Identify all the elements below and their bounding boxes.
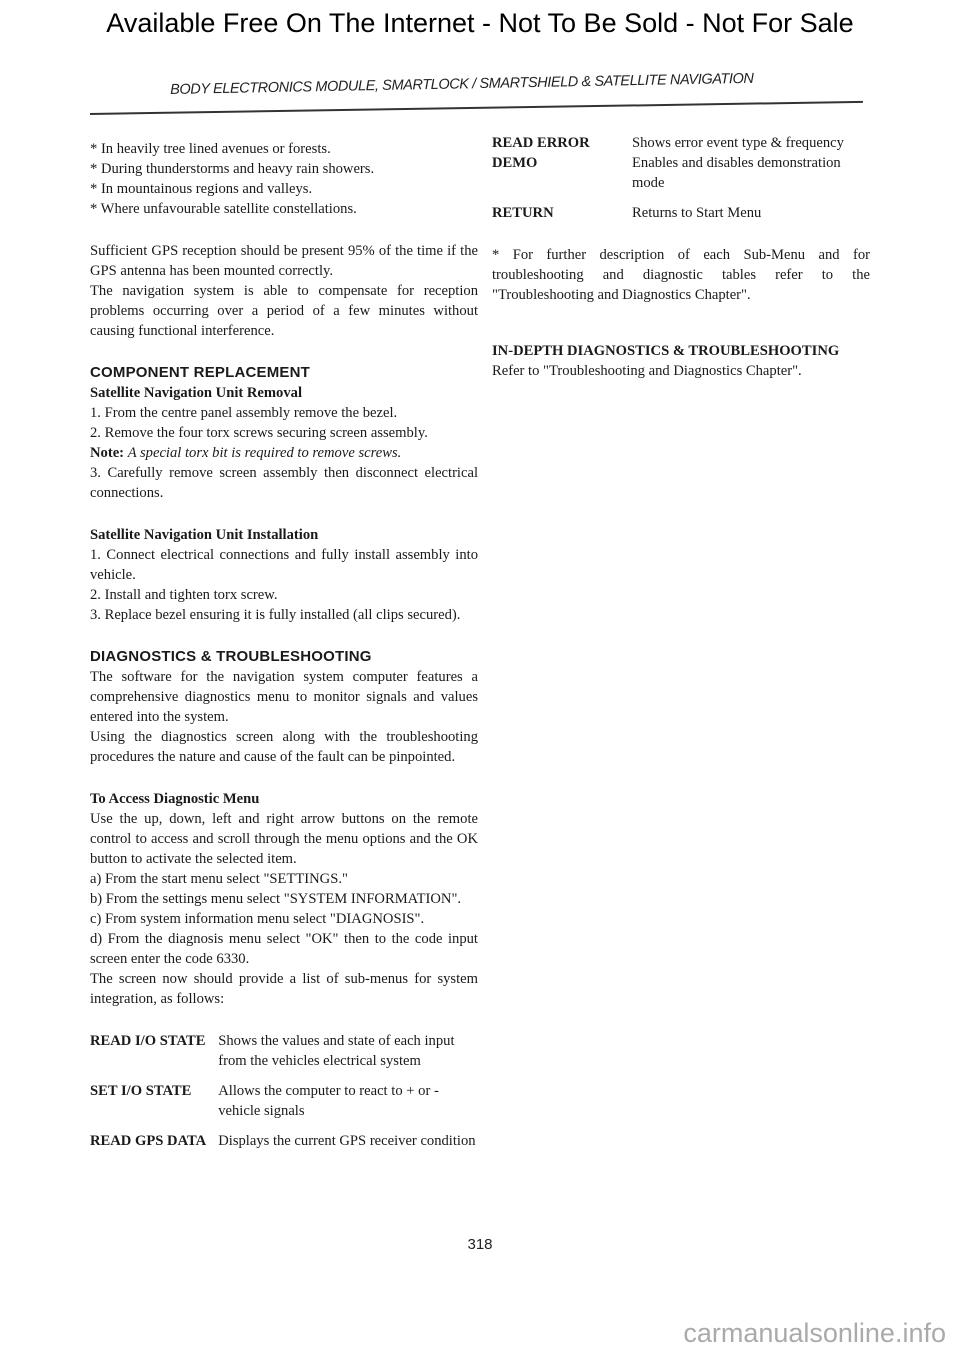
submenu-term: READ I/O STATE (90, 1033, 206, 1049)
submenu-description: Shows the values and state of each input from the vehicles electrical system (218, 1033, 455, 1069)
navigation-compensation-paragraph: The navigation system is able to compensate for reception problems occurring over a period of a few minutes without causing functional interference. (90, 283, 478, 339)
note-text: A special torx bit is required to remove screws. (127, 445, 402, 461)
submenu-description: Shows error event type & frequency (632, 135, 844, 151)
submenu-table-right (492, 133, 870, 223)
installation-step: 3. Replace bezel ensuring it is fully installed (all clips secured). (90, 607, 461, 623)
submenu-row (90, 1031, 478, 1081)
submenu-term: SET I/O STATE (90, 1083, 192, 1099)
bullet-item: * In mountainous regions and valleys. (90, 181, 313, 197)
access-menu-heading: To Access Diagnostic Menu (90, 791, 260, 807)
header-rule (90, 101, 863, 115)
installation-step: 1. Connect electrical connections and fully install assembly into vehicle. (90, 547, 478, 583)
removal-heading: Satellite Navigation Unit Removal (90, 385, 302, 401)
left-column (90, 139, 478, 1151)
free-distribution-banner: Available Free On The Internet - Not To Be Sold - Not For Sale (106, 8, 854, 38)
submenu-description: Returns to Start Menu (632, 205, 762, 221)
removal-step: 3. Carefully remove screen assembly then disconnect electrical connections. (90, 465, 478, 501)
installation-step: 2. Install and tighten torx screw. (90, 587, 278, 603)
further-description-paragraph: * For further description of each Sub-Menu and for troubleshooting and diagnostic tables refer to the "Troubleshooting and Diagnostics Chapter". (492, 247, 870, 303)
submenu-description: Enables and disables demonstration mode (632, 155, 841, 191)
in-depth-diagnostics-paragraph: Refer to "Troubleshooting and Diagnostics Chapter". (492, 363, 802, 379)
access-menu-paragraph: Use the up, down, left and right arrow buttons on the remote control to access and scroll through the menu options and the OK button to activate the selected item. (90, 811, 478, 867)
gps-reception-paragraph: Sufficient GPS reception should be present 95% of the time if the GPS antenna has been mounted correctly. (90, 243, 478, 279)
component-replacement-heading: COMPONENT REPLACEMENT (90, 364, 311, 381)
access-step: c) From system information menu select "DIAGNOSIS". (90, 911, 425, 927)
bullet-item: * During thunderstorms and heavy rain showers. (90, 161, 375, 177)
removal-step: 1. From the centre panel assembly remove the bezel. (90, 405, 398, 421)
bullet-item: * In heavily tree lined avenues or forests. (90, 141, 331, 157)
access-step: a) From the start menu select "SETTINGS." (90, 871, 348, 887)
submenu-term: READ GPS DATA (90, 1133, 207, 1149)
site-watermark: carmanualsonline.info (683, 1318, 946, 1348)
submenu-term: READ ERROR (492, 135, 590, 151)
running-header: BODY ELECTRONICS MODULE, SMARTLOCK / SMARTSHIELD & SATELLITE NAVIGATION (170, 70, 754, 98)
removal-step: 2. Remove the four torx screws securing screen assembly. (90, 425, 428, 441)
access-step: d) From the diagnosis menu select "OK" then to the code input screen enter the code 6330. (90, 931, 478, 967)
diagnostics-paragraph: The software for the navigation system computer features a comprehensive diagnostics menu to monitor signals and values entered into the system. (90, 669, 478, 725)
diagnostics-heading: DIAGNOSTICS & TROUBLESHOOTING (90, 648, 372, 665)
submenu-intro: The screen now should provide a list of sub-menus for system integration, as follows: (90, 971, 478, 1007)
diagnostics-paragraph: Using the diagnostics screen along with the troubleshooting procedures the nature and cause of the fault can be pinpointed. (90, 729, 478, 765)
submenu-row (492, 153, 870, 203)
note-label: Note: (90, 445, 125, 461)
submenu-term: DEMO (492, 155, 538, 171)
bullet-item: * Where unfavourable satellite constellations. (90, 201, 357, 217)
installation-heading: Satellite Navigation Unit Installation (90, 527, 319, 543)
submenu-row (492, 133, 870, 153)
submenu-row (90, 1131, 478, 1151)
page-number: 318 (467, 1236, 493, 1253)
submenu-row (492, 203, 870, 223)
submenu-term: RETURN (492, 205, 554, 221)
submenu-row (90, 1081, 478, 1131)
submenu-description: Displays the current GPS receiver condition (218, 1133, 476, 1149)
right-column (492, 133, 870, 381)
in-depth-diagnostics-heading: IN-DEPTH DIAGNOSTICS & TROUBLESHOOTING (492, 343, 840, 359)
submenu-description: Allows the computer to react to + or - vehicle signals (218, 1083, 439, 1119)
removal-note (90, 443, 478, 463)
submenu-table-left (90, 1031, 478, 1151)
access-step: b) From the settings menu select "SYSTEM INFORMATION". (90, 891, 462, 907)
